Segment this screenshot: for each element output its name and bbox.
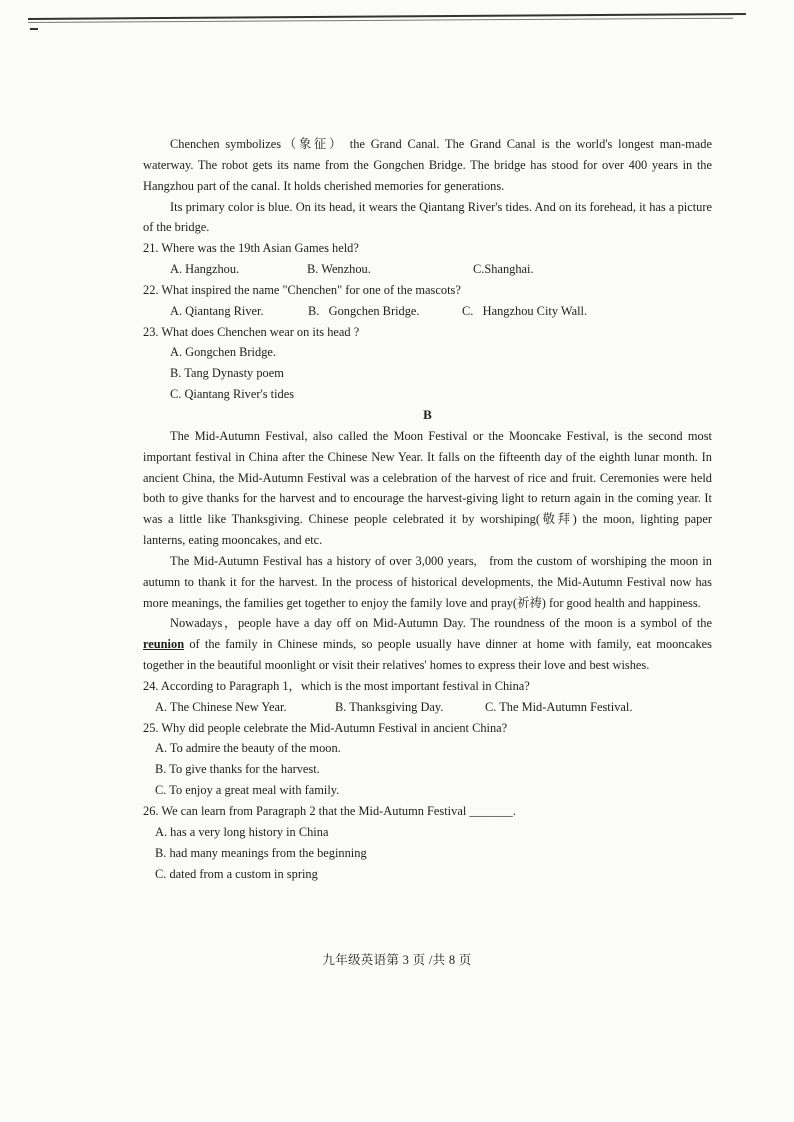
question-25-option-b[interactable]: B. To give thanks for the harvest. (155, 762, 320, 777)
question-26-option-a[interactable]: A. has a very long history in China (155, 824, 329, 839)
option-b[interactable]: B. Wenzhou. (307, 262, 371, 277)
question-23-option-a[interactable]: A. Gongchen Bridge. (170, 345, 276, 360)
text-run: ） the Grand Canal. The Grand Canal is the world's longest man-made waterway. The robot gets its name from the Gongchen Bridge. The bridge has stood for over 400 years in the Hangzhou part of the canal. It holds cherished memories for generations. (143, 137, 713, 193)
question-26-option-b[interactable]: B. had many meanings from the beginning (155, 845, 367, 860)
question-25-stem: 25. Why did people celebrate the Mid-Autumn Festival in ancient China? (143, 720, 508, 735)
question-25-option-c[interactable]: C. To enjoy a great meal with family. (155, 783, 340, 798)
option-b[interactable]: B. Gongchen Bridge. (308, 303, 420, 318)
question-21-stem: 21. Where was the 19th Asian Games held? (143, 241, 359, 256)
underlined-word: reunion (143, 637, 185, 652)
option-c[interactable]: C.Shanghai. (473, 262, 534, 277)
option-b[interactable]: B. Thanksgiving Day. (335, 699, 444, 714)
question-22-options (143, 301, 712, 322)
option-c[interactable]: C. The Mid-Autumn Festival. (485, 699, 633, 714)
question-24-options (143, 697, 712, 718)
question-26-option-c[interactable]: C. dated from a custom in spring (155, 866, 318, 881)
passage-b-paragraph-1: The Mid-Autumn Festival, also called the Moon Festival or the Mooncake Festival, is the second most important festival in China after the Chinese New Year. It falls on the fifteenth day of the eighth lunar month. In ancient China, the Mid-Autumn Festival was a celebration of the harvest of rice and fruit. Ceremonies were held both to give thanks for the harvest and to encourage the harvest-giving light to return again in the coming year. It was a little like Thanksgiving. Chinese people celebrated it by worshiping(敬拜) the moon, lighting paper lanterns, eating mooncakes, and etc. (143, 428, 712, 548)
question-21-options (143, 259, 712, 280)
page-footer: 九年级英语第 3 页 /共 8 页 (322, 953, 472, 967)
option-a[interactable]: A. Hangzhou. (170, 262, 240, 277)
question-24-stem: 24. According to Paragraph 1，which is the most important festival in China? (143, 678, 530, 693)
page-content (143, 134, 716, 884)
text-run: of the family in Chinese minds, so people usually have dinner at home with family, eat mooncakes together in the beautiful moonlight or visit their relatives' homes to express their love and best wishes. (143, 637, 712, 673)
chinese-gloss: 象征 (298, 137, 329, 151)
question-23-option-b[interactable]: B. Tang Dynasty poem (170, 366, 284, 381)
question-23-option-c[interactable]: C. Qiantang River's tides (170, 387, 295, 402)
passage-a-paragraph-2: Its primary color is blue. On its head, it wears the Qiantang River's tides. And on its forehead, it has a picture of the bridge. (143, 199, 712, 235)
text-run: Nowadays，people have a day off on Mid-Autumn Day. The roundness of the moon is a symbol of the (170, 616, 712, 631)
text-run: Chenchen symbolizes（ (170, 137, 299, 151)
option-a[interactable]: A. The Chinese New Year. (155, 699, 287, 714)
question-26-stem: 26. We can learn from Paragraph 2 that the Mid-Autumn Festival _______. (143, 804, 516, 818)
option-c[interactable]: C. Hangzhou City Wall. (462, 303, 588, 318)
question-23-stem: 23. What does Chenchen wear on its head ? (143, 324, 360, 339)
passage-b-paragraph-2: The Mid-Autumn Festival has a history of over 3,000 years, from the custom of worshiping the moon in autumn to thank it for the harvest. In the process of historical developments, the Mid-Autumn Festival now has more meanings, the families get together to enjoy the family love and pray(祈祷) for good health and happiness. (143, 553, 716, 610)
option-a[interactable]: A. Qiantang River. (170, 303, 264, 318)
question-22-stem: 22. What inspired the name "Chenchen" for one of the mascots? (143, 282, 461, 297)
scan-edge-mark (30, 28, 38, 30)
section-heading-b: B (423, 406, 432, 422)
question-25-option-a[interactable]: A. To admire the beauty of the moon. (155, 741, 341, 756)
passage-b-paragraph-3 (143, 613, 712, 676)
passage-a-paragraph-1 (143, 134, 712, 197)
